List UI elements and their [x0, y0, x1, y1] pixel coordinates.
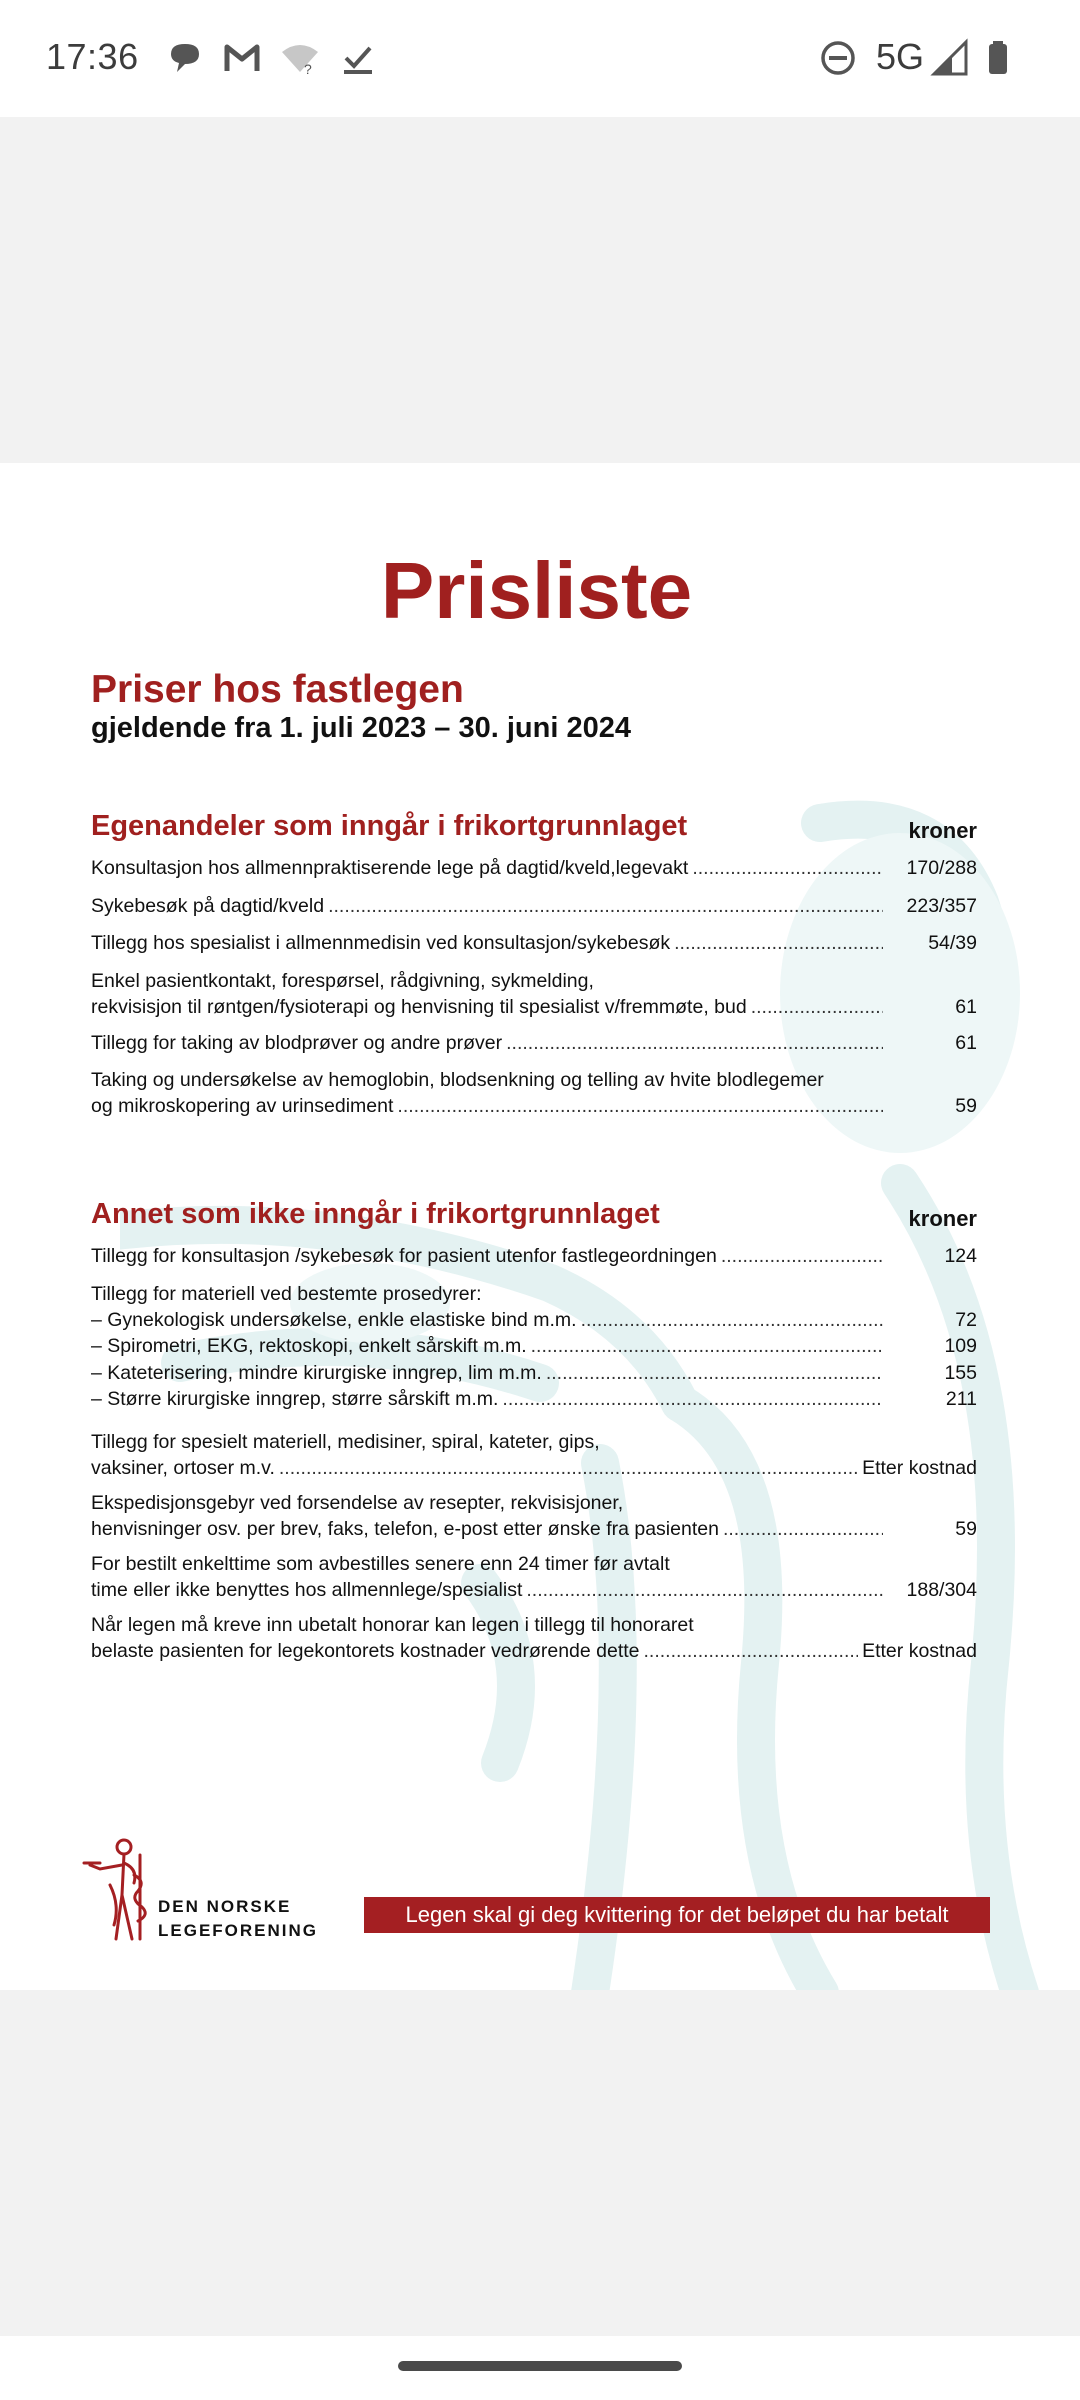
price-item: For bestilt enkelttime som avbestilles senere enn 24 timer før avtalt time eller ikke benyttes hos allmennlege/spesialist ..... 188/304: [91, 1551, 977, 1603]
price-item: – Spirometri, EKG, rektoskopi, enkelt sårskift m.m. ..... 109: [91, 1333, 977, 1359]
price-item: – Kateterisering, mindre kirurgiske inngrep, lim m.m. ..... 155: [91, 1360, 977, 1386]
organization-name: DEN NORSKE LEGEFORENING: [158, 1897, 319, 1940]
signal-icon: [930, 38, 970, 78]
price-item: Tillegg for taking av blodprøver og andre prøver ..... 61: [91, 1030, 977, 1056]
legeforening-logo-icon: [80, 1835, 160, 1945]
battery-icon: [978, 38, 1018, 78]
status-time: 17:36: [46, 36, 139, 77]
home-gesture-handle[interactable]: [398, 2361, 682, 2371]
document-subtitle: Priser hos fastlegen: [91, 668, 464, 711]
section1-heading: Egenandeler som inngår i frikortgrunnlaget: [91, 810, 688, 842]
document-title: Prisliste: [380, 546, 693, 635]
price-item: Når legen må kreve inn ubetalt honorar kan legen i tillegg til honoraret belaste pasienten for legekontorets kostnader vedrørende dette ..... Etter kostnad: [91, 1612, 977, 1664]
do-not-disturb-icon: [818, 38, 858, 78]
gmail-icon: [222, 38, 262, 78]
wifi-question-icon: [280, 38, 320, 78]
price-item: Ekspedisjonsgebyr ved forsendelse av resepter, rekvisisjoner, henvisninger osv. per brev, faks, telefon, e-post etter ønske fra pasienten ..... 59: [91, 1490, 977, 1542]
section1-unit: kroner: [908, 818, 977, 843]
validity-period: gjeldende fra 1. juli 2023 – 30. juni 2024: [91, 712, 631, 744]
price-item: Tillegg for spesielt materiell, medisiner, spiral, kateter, gips, vaksiner, ortoser m.v. ..... Etter kostnad: [91, 1429, 977, 1481]
price-item: Tillegg hos spesialist i allmennmedisin ved konsultasjon/sykebesøk ..... 54/39: [91, 930, 977, 956]
section2-heading: Annet som ikke inngår i frikortgrunnlaget: [91, 1198, 660, 1230]
price-item: – Større kirurgiske inngrep, større sårskift m.m. ..... 211: [91, 1386, 977, 1412]
price-item: Konsultasjon hos allmennpraktiserende lege på dagtid/kveld,legevakt ..... 170/288: [91, 855, 977, 881]
network-type: 5G: [876, 36, 925, 77]
price-item: Tillegg for materiell ved bestemte prosedyrer: – Gynekologisk undersøkelse, enkle elastiske bind m.m. ..... 72: [91, 1281, 977, 1333]
section2-unit: kroner: [908, 1206, 977, 1231]
price-item: Enkel pasientkontakt, forespørsel, rådgivning, sykmelding, rekvisisjon til røntgen/fysioterapi og henvisning til spesialist v/fremmøte, bud ..... 61: [91, 968, 977, 1020]
svg-text:?: ?: [304, 61, 312, 77]
price-item: Sykebesøk på dagtid/kveld ..... 223/357: [91, 893, 977, 919]
status-bar: [0, 0, 1080, 117]
receipt-notice-banner: Legen skal gi deg kvittering for det beløpet du har betalt: [364, 1897, 990, 1933]
chat-bubble-icon: [165, 38, 205, 78]
checkmark-icon: [338, 38, 378, 78]
price-item: Taking og undersøkelse av hemoglobin, blodsenkning og telling av hvite blodlegemer og mikroskopering av urinsediment ..... 59: [91, 1067, 977, 1119]
price-item: Tillegg for konsultasjon /sykebesøk for pasient utenfor fastlegeordningen ..... 124: [91, 1243, 977, 1269]
pdf-page[interactable]: [0, 463, 1080, 1990]
